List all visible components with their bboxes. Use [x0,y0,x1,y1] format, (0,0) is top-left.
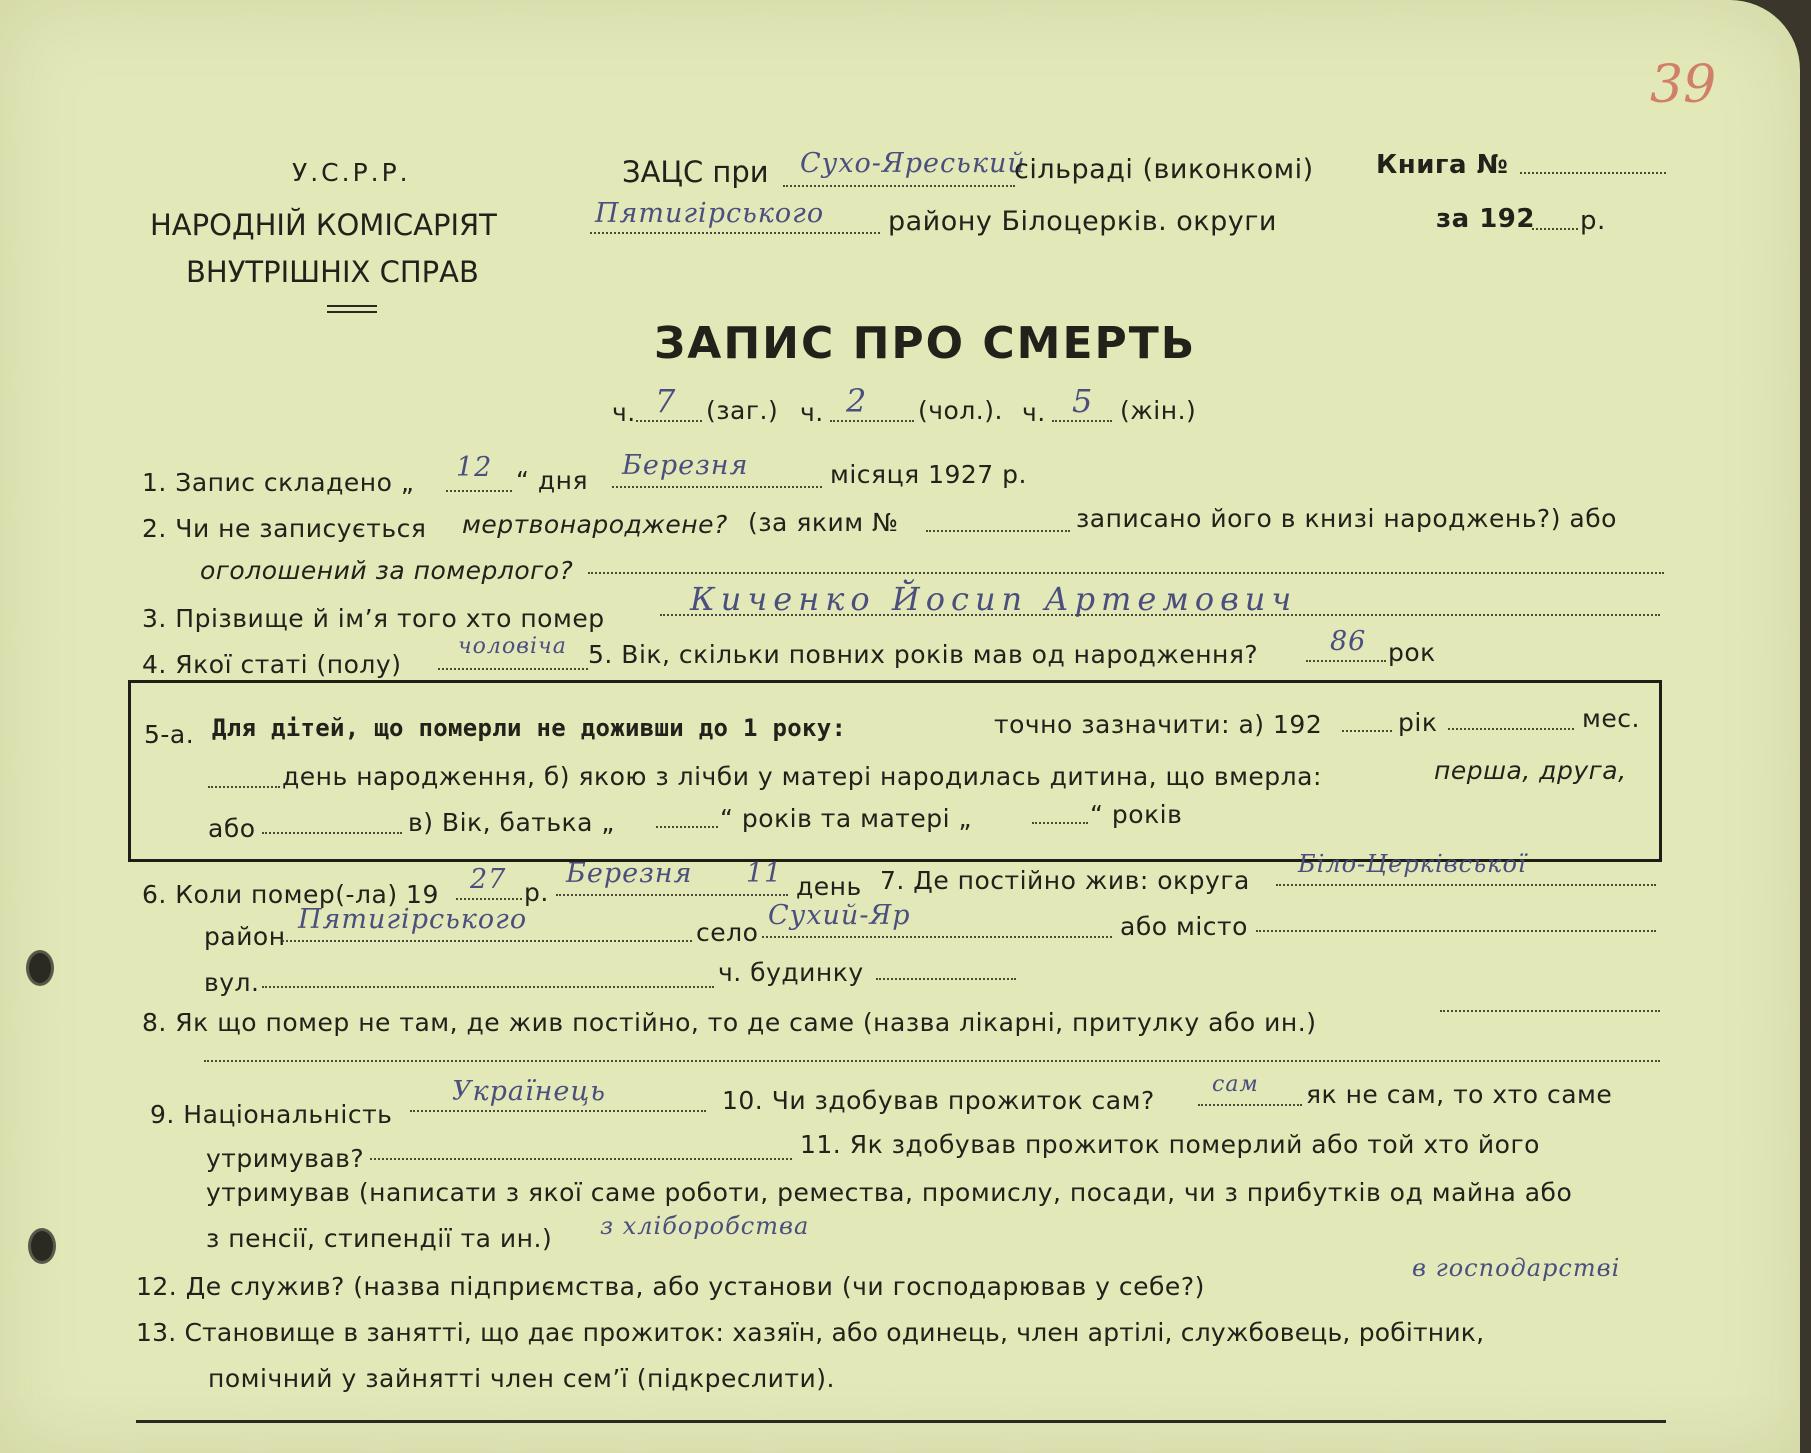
blank-line [1448,728,1574,730]
book-label: Книга № [1376,150,1509,180]
livelihood-handwritten: з хліборобства [600,1212,810,1240]
total-label: (заг.) [706,396,779,425]
num-ch-male: ч. [800,398,824,427]
blank-line [876,978,1016,980]
village-council-suffix: сільраді (виконкомі) [1014,154,1314,185]
q5a-text1: точно зазначити: а) 192 [994,710,1323,739]
q5a-text3: в) Вік, батька „ [408,808,615,837]
commissariat-line2: ВНУТРІШНІХ СПРАВ [186,255,479,289]
q6-day-label: день [796,872,862,901]
q5a-month-label: мес. [1582,704,1640,733]
q6-label: 6. Коли помер(-ла) 19 [142,880,439,909]
selo-handwritten: Сухий-Яр [768,900,911,931]
ussr-label: У.С.Р.Р. [292,158,411,187]
blank-line [556,894,788,896]
blank-line [456,898,522,900]
q5a-or: або [208,814,256,843]
q7-street-label: вул. [204,968,260,997]
blank-line [1276,884,1656,886]
total-count-handwritten: 7 [655,382,677,420]
q1-prefix: 1. Запис складено „ [142,468,415,497]
blank-line [438,668,588,670]
blank-line [1198,1104,1302,1106]
q5-suffix: рок [1388,638,1436,667]
q1-day-handwritten: 12 [456,452,493,483]
blank-line [926,530,1070,532]
divider [327,305,377,307]
archive-number: 39 [1650,55,1717,115]
q4-label: 4. Якої статі (полу) [142,650,402,679]
num-ch-female: ч. [1022,398,1046,427]
q11-label: 11. Як здобував прожиток померлий або той хто його [800,1130,1540,1159]
q5-label: 5. Вік, скільки повних років мав од народження? [588,640,1259,669]
punch-hole [26,950,54,986]
blank-line [1306,660,1386,662]
q11-line2: утримував (написати з якої саме роботи, ремества, промислу, посади, чи з прибутків од майна або [206,1178,1573,1207]
punch-hole [28,1228,56,1264]
q1-suffix: місяця 1927 р. [830,460,1027,489]
blank-line [1256,930,1656,932]
q8-label: 8. Як що помер не там, де жив постійно, то де саме (назва лікарні, притулку або ин.) [142,1008,1317,1037]
blank-line [590,232,880,234]
q7-selo-label: село [696,918,759,947]
self-support-handwritten: сам [1212,1072,1259,1097]
blank-line [262,986,714,988]
blank-line [1532,228,1578,230]
q5a-text2: день народження, б) якою з лічби у матері народилась дитина, що вмерла: [282,762,1322,791]
q9-label: 9. Національність [150,1100,393,1129]
q2-stillborn: мертвонароджене? [462,510,728,539]
blank-line [656,826,718,828]
q3-label: 3. Прізвище й ім’я того хто помер [142,604,605,633]
q2-declared-dead: оголошений за померлого? [200,556,574,585]
male-label: (чол.). [918,396,1003,425]
q5a-number: 5-а. [144,720,195,749]
district-handwritten: Пятигірського [595,198,825,229]
age-handwritten: 86 [1330,626,1367,657]
blank-line [282,940,692,942]
q10-label: 10. Чи здобував прожиток сам? [722,1086,1155,1115]
blank-line [1342,730,1392,732]
death-year-handwritten: 27 [470,864,507,895]
q2-mid: (за яким № [748,508,899,537]
q1-mid: “ дня [516,466,589,495]
blank-line [1520,172,1666,174]
q7-misto-label: або місто [1120,912,1248,941]
blank-line [783,185,1015,187]
blank-line [446,490,512,492]
num-ch-total: ч. [612,398,636,427]
q6-r: р. [524,878,549,907]
district-suffix: району Білоцерків. округи [888,206,1277,237]
q11-line3: з пенсії, стипендії та ин.) [206,1224,553,1253]
q7-house-label: ч. будинку [718,958,864,987]
blank-line [262,832,402,834]
female-count-handwritten: 5 [1072,382,1094,420]
raion-handwritten: Пятигірського [298,904,528,935]
blank-line [612,486,822,488]
year-label: за 192 [1436,204,1535,234]
q5a-year-label: рік [1398,708,1438,737]
sex-handwritten: чоловіча [458,634,567,659]
q13-line2: помічний у зайнятті член сем’ї (підкреслити). [208,1364,835,1393]
q12-label: 12. Де служив? (назва підприємства, або установи (чи господарював у себе?) [136,1272,1205,1301]
q5a-text5: “ років [1090,800,1183,829]
q7-label: 7. Де постійно жив: округа [880,866,1250,895]
blank-line [370,1158,792,1160]
q10-supported-label: утримував? [206,1144,365,1173]
blank-line [1440,1010,1660,1012]
commissariat-line1: НАРОДНІЙ КОМІСАРІЯТ [150,208,497,242]
q10-suffix: як не сам, то хто саме [1306,1080,1613,1109]
blank-line [1032,822,1088,824]
page-title: ЗАПИС ПРО СМЕРТЬ [654,318,1197,369]
death-day-handwritten: 11 [746,858,783,889]
death-month-handwritten: Березня [566,858,693,889]
q2-suffix: записано його в книзі народжень?) або [1076,504,1617,533]
deceased-name-handwritten: Киченко Йосип Артемович [690,580,1298,618]
male-count-handwritten: 2 [846,382,868,420]
female-label: (жін.) [1120,396,1197,425]
q7-raion-label: район [204,922,286,951]
q13-label: 13. Становище в занятті, що дає прожиток: хазяїн, або одинець, член артілі, службовець, робітник, [136,1318,1485,1347]
blank-line [1052,420,1112,422]
q1-month-handwritten: Березня [622,450,749,481]
blank-line [636,420,702,422]
blank-line [410,1110,706,1112]
workplace-handwritten: в господарстві [1412,1254,1621,1282]
q2-prefix: 2. Чи не записується [142,514,427,543]
blank-line [588,572,1664,574]
blank-line [208,786,280,788]
nationality-handwritten: Українець [452,1076,606,1107]
q5a-heading: Для дітей, що померли не доживши до 1 року: [212,714,847,742]
zags-label: ЗАЦС при [622,155,769,189]
divider [327,311,377,313]
blank-line [830,420,914,422]
village-council-handwritten: Сухо-Яреський [800,148,1026,179]
q5a-text4: “ років та матері „ [720,804,972,833]
year-suffix: р. [1580,206,1606,236]
blank-line [762,936,1112,938]
q5a-choices: перша, друга, [1434,756,1627,785]
okruga-handwritten: Біло-Церківської [1298,850,1527,878]
bottom-rule [136,1420,1666,1423]
blank-line [204,1060,1660,1062]
